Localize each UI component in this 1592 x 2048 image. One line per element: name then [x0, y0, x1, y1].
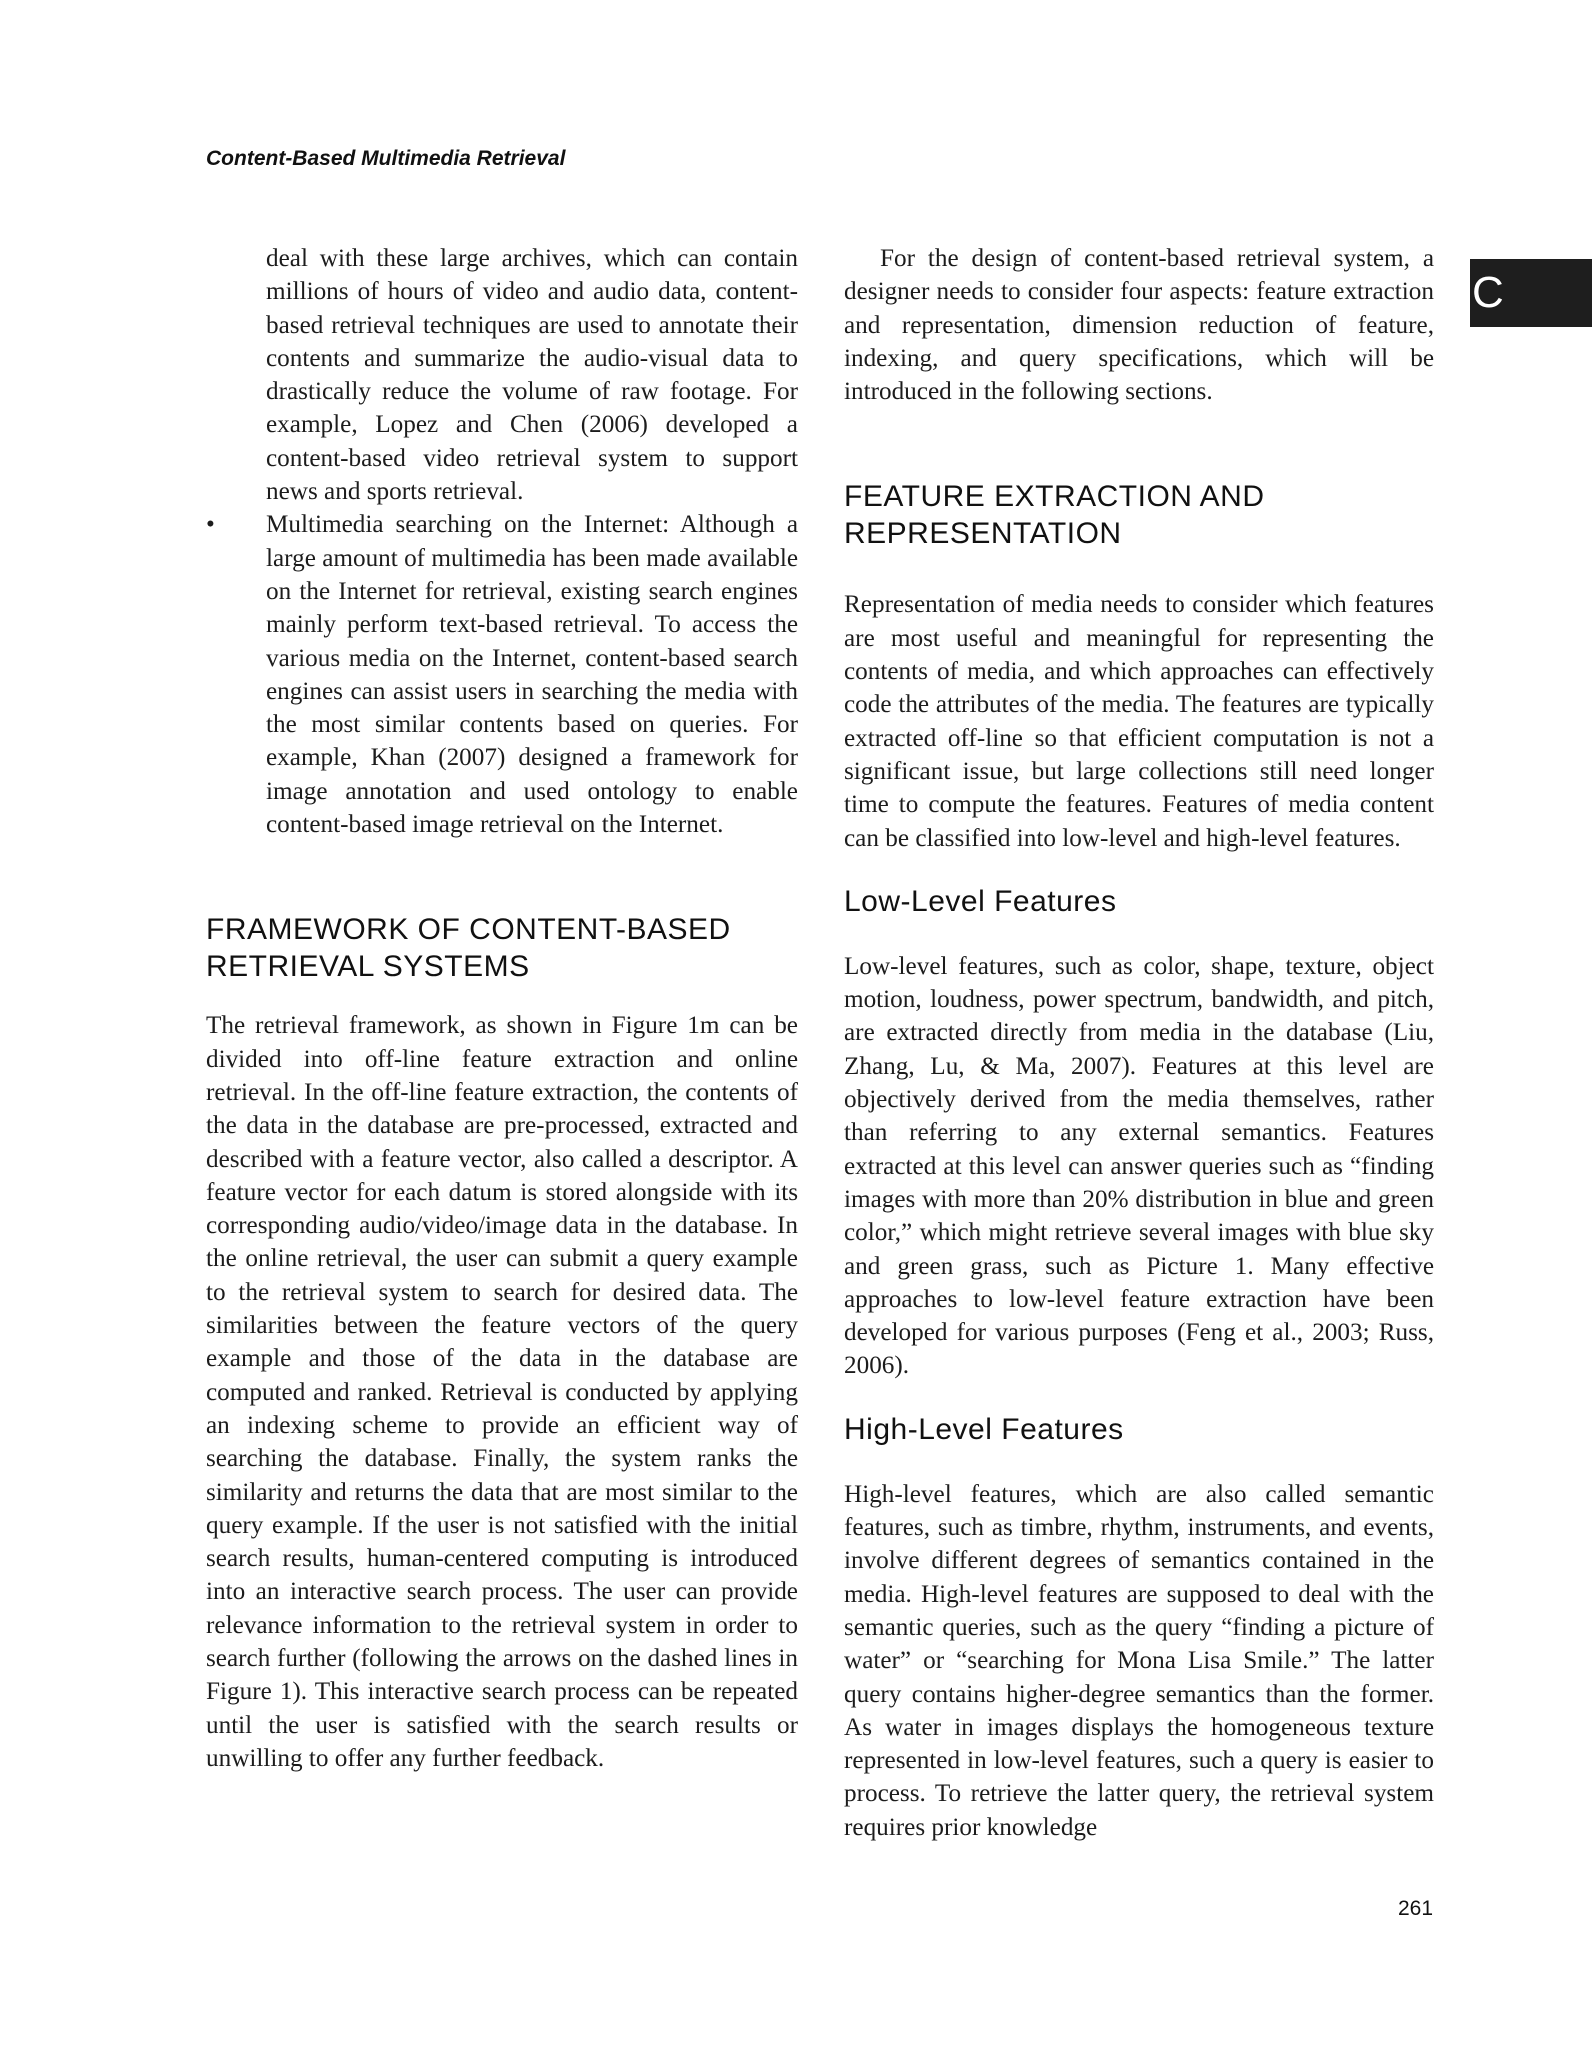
feature-heading-line1: FEATURE EXTRACTION AND	[844, 480, 1265, 514]
bullet-text: Multimedia searching on the Internet: Although a large amount of multimedia has been made available on the Internet for retrieval, existing search engines mainly perform text-based retrieval. To access the various media on the Internet, content-based search engines can assist users in searching the media with the most similar contents based on queries. For example, Khan (2007) designed a framework for image annotation and used ontology to enable content-based image retrieval on the Internet.	[266, 511, 798, 839]
bullet-marker: •	[206, 511, 215, 539]
low-level-features-heading: Low-Level Features	[844, 884, 1117, 918]
representation-paragraph: Representation of media needs to consider which features are most useful and meaningful for representing the contents of media, and which approaches can effectively code the attributes of the media. The features are typically extracted off-line so that efficient computation is not a significant issue, but large collections still need longer time to compute the features. Features of media content can be classified into low-level and high-level features.	[844, 591, 1434, 852]
bullet-item-internet-search	[206, 508, 798, 841]
high-level-features-heading: High-Level Features	[844, 1412, 1124, 1446]
design-paragraph: For the design of content-based retrieval system, a designer needs to consider four aspects: feature extraction and representation, dimension reduction of feature, indexing, and query specifications, which will be introduced in the following sections.	[844, 245, 1434, 406]
section-letter: C	[1472, 268, 1504, 317]
feature-extraction-section-heading	[844, 478, 1434, 552]
high-level-paragraph: High-level features, which are also called semantic features, such as timbre, rhythm, instruments, and events, involve different degrees of semantics contained in the media. High-level features are supposed to deal with the semantic queries, such as the query “finding a picture of water” or “searching for Mona Lisa Smile.” The latter query contains higher-degree semantics than the former. As water in images displays the homogeneous texture represented in low-level features, such a query is easier to process. To retrieve the latter query, the retrieval system requires prior knowledge	[844, 1480, 1434, 1841]
section-letter-tab	[1470, 259, 1592, 327]
framework-heading-line2: RETRIEVAL SYSTEMS	[206, 950, 530, 984]
framework-paragraph: The retrieval framework, as shown in Figure 1m can be divided into off-line feature extraction and online retrieval. In the off-line feature extraction, the contents of the data in the database are pre-processed, extracted and described with a feature vector, also called a descriptor. A feature vector for each datum is stored alongside with its corresponding audio/video/image data in the database. In the online retrieval, the user can submit a query example to the retrieval system to search for desired data. The similarities between the feature vectors of the query example and those of the data in the database are computed and ranked. Retrieval is conducted by applying an indexing scheme to provide an efficient way of searching the database. Finally, the system ranks the similarity and returns the data that are most similar to the query example. If the user is not satisfied with the initial search results, human-centered computing is introduced into an interactive search process. The user can provide relevance information to the retrieval system in order to search further (following the arrows on the dashed lines in Figure 1). This interactive search process can be repeated until the user is satisfied with the search results or unwilling to offer any further feedback.	[206, 1012, 798, 1772]
right-column	[844, 242, 1434, 1844]
feature-heading-line2: REPRESENTATION	[844, 517, 1122, 551]
low-level-paragraph: Low-level features, such as color, shape, texture, object motion, loudness, power spectrum, bandwidth, and pitch, are extracted directly from media in the database (Liu, Zhang, Lu, & Ma, 2007). Features at this level are objectively derived from the media themselves, rather than referring to any external semantics. Features extracted at this level can answer queries such as “finding images with more than 20% distribution in blue and green color,” which might retrieve several images with blue sky and green grass, such as Picture 1. Many effective approaches to low-level feature extraction have been developed for various purposes (Feng et al., 2003; Russ, 2006).	[844, 952, 1434, 1380]
continuation-paragraph: deal with these large archives, which can contain millions of hours of video and audio data, content-based retrieval techniques are used to annotate their contents and summarize the audio-visual data to drastically reduce the volume of raw footage. For example, Lopez and Chen (2006) developed a content-based video retrieval system to support news and sports retrieval.	[266, 245, 798, 506]
left-column	[206, 242, 798, 1775]
page-number: 261	[1398, 1897, 1434, 1920]
framework-section-heading	[206, 911, 798, 985]
framework-heading-line1: FRAMEWORK OF CONTENT-BASED	[206, 913, 731, 947]
running-head-title: Content-Based Multimedia Retrieval	[206, 147, 566, 170]
